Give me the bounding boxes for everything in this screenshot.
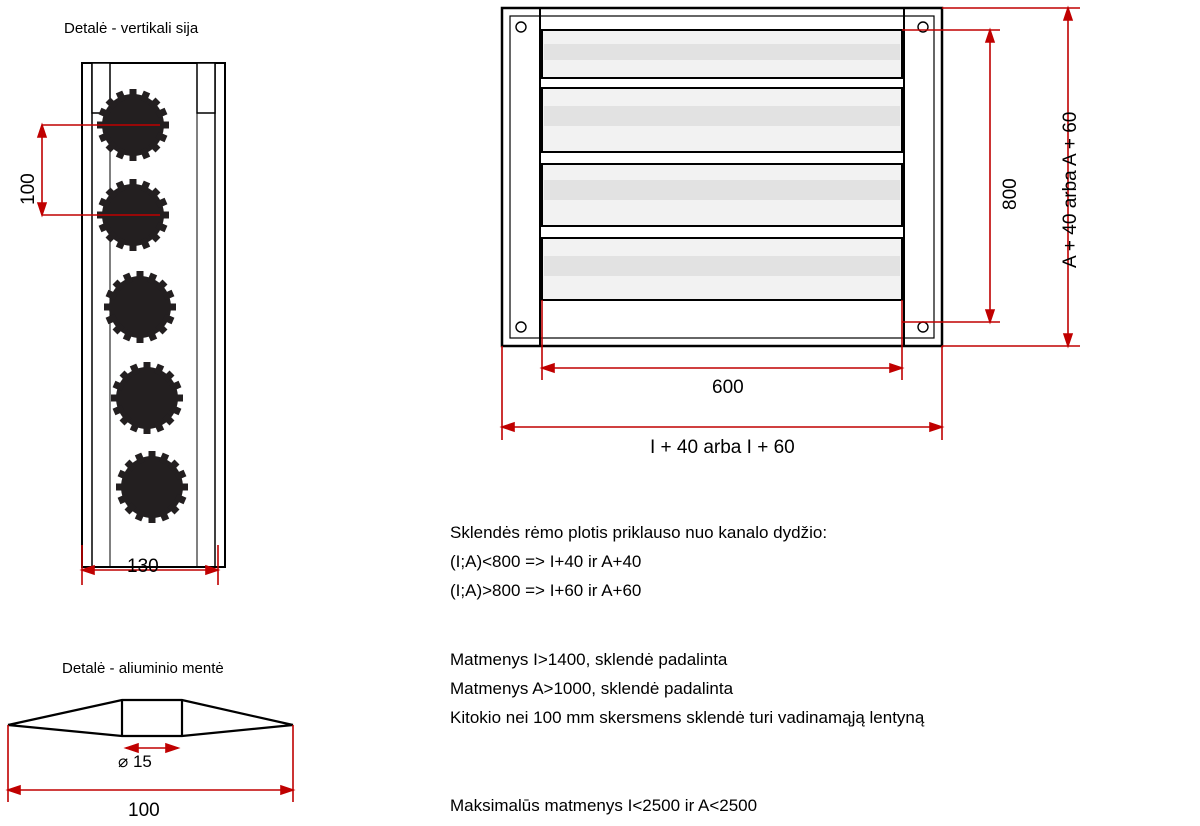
dimension-label-outer-width: I + 40 arba I + 60 xyxy=(650,437,795,458)
notes-block-1 xyxy=(450,518,827,605)
detail-vertical-beam-title: Detalė - vertikali sija xyxy=(64,20,199,37)
dimension-label-blade-100: 100 xyxy=(128,800,160,821)
notes-block-2 xyxy=(450,645,924,732)
blade-profile xyxy=(8,700,293,736)
note-line: Sklendės rėmo plotis priklauso nuo kanalo dydžio: xyxy=(450,523,828,542)
dimension-label-width-130: 130 xyxy=(127,556,159,577)
note-line: Kitokio nei 100 mm skersmens sklendė turi vadinamąją lentyną xyxy=(450,708,925,727)
dimension-label-shaft-15: ⌀ 15 xyxy=(118,752,152,771)
dimension-label-outer-height: A + 40 arba A + 60 xyxy=(1060,111,1081,268)
dimension-shaft-15 xyxy=(126,744,178,752)
note-line: (I;A)<800 => I+40 ir A+40 xyxy=(450,552,642,571)
note-line: Matmenys I>1400, sklendė padalinta xyxy=(450,650,728,669)
notes-block-3 xyxy=(450,791,757,820)
detail-aluminium-blade-title: Detalė - aliuminio mentė xyxy=(62,660,224,677)
damper-blades xyxy=(542,30,902,300)
damper-front-view-drawing xyxy=(480,0,1100,460)
dimension-label-inner-height-800: 800 xyxy=(1000,178,1021,210)
note-line: (I;A)>800 => I+60 ir A+60 xyxy=(450,581,642,600)
dimension-label-pitch-100: 100 xyxy=(18,173,39,205)
dimension-label-inner-width-600: 600 xyxy=(712,377,744,398)
note-line: Matmenys A>1000, sklendė padalinta xyxy=(450,679,734,698)
detail-vertical-beam-drawing xyxy=(20,45,280,585)
note-line: Maksimalūs matmenys I<2500 ir A<2500 xyxy=(450,796,758,815)
